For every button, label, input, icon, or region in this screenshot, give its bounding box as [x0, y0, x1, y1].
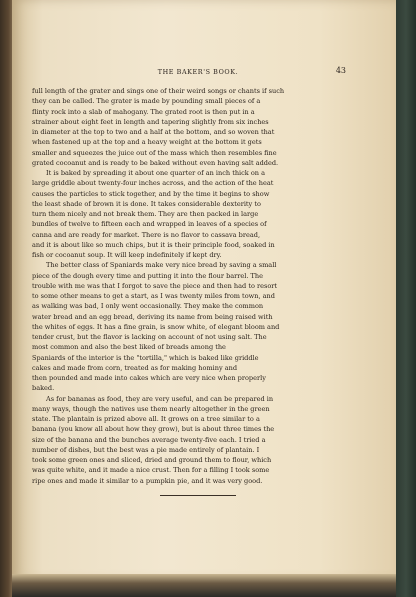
text-line: ripe ones and made it similar to a pumpkin pie, and it was very good. — [32, 476, 263, 485]
text-line: trouble with me was that I forgot to save the piece and then had to resort — [32, 281, 278, 290]
text-line: fish or cocoanut soup. It will keep indefinitely if kept dry. — [32, 251, 222, 259]
text-line: the whites of eggs. It has a fine grain, is snow white, of elegant bloom and — [32, 322, 280, 331]
text-line: when fastened up at the top and a heavy weight at the bottom it gets — [32, 138, 262, 147]
text-line: most common and also the best liked of breads among the — [32, 343, 226, 352]
text-line: causes the particles to stick together, and by the time it begins to show — [32, 189, 270, 198]
paragraph — [32, 86, 332, 168]
text-line: then pounded and made into cakes which are very nice when properly — [32, 374, 266, 382]
text-line: took some green ones and sliced, dried and ground them to flour, which — [32, 456, 272, 464]
text-line: piece of the dough every time and putting it into the flour barrel. The — [32, 271, 264, 280]
text-line: many ways, though the natives use them nearly altogether in the green — [32, 404, 270, 413]
text-line: As for bananas as food, they are very useful, and can be prepared in — [46, 394, 274, 403]
text-line: banana (you know all about how they grow), but is about three times the — [32, 425, 275, 434]
text-line: The better class of Spaniards make very nice bread by saving a small — [46, 261, 277, 270]
page-number: 43 — [335, 66, 346, 75]
running-head: THE BAKER'S BOOK. — [157, 68, 239, 76]
paragraph — [32, 168, 332, 260]
text-line: to some other means to get a start, as I was twenty miles from town, and — [32, 292, 275, 300]
text-line: water bread and an egg bread, deriving its name from being raised with — [32, 312, 273, 321]
text-line: large griddle about twenty-four inches across, and the action of the heat — [32, 179, 274, 188]
text-line: in diameter at the top to two and a half at the bottom, and so woven that — [32, 128, 275, 136]
text-line: bundles of twelve to fifteen each and wrapped in leaves of a species of — [32, 220, 267, 229]
text-line: and it is about like so much chips, but it is their principle food, soaked in — [32, 240, 275, 249]
text-line: the least shade of brown it is done. It takes considerable dexterity to — [32, 199, 261, 208]
text-line: Spaniards of the interior is the "tortilla," which is baked like griddle — [32, 353, 259, 362]
section-divider — [160, 495, 236, 496]
text-line: cakes and made from corn, treated as for making hominy and — [32, 363, 238, 372]
book-cover-right — [396, 0, 416, 597]
text-line: number of dishes, but the best was a pie made entirely of plantain. I — [32, 445, 260, 454]
body-text — [32, 86, 332, 486]
text-line: they can be called. The grater is made by pounding small pieces of a — [32, 97, 261, 106]
text-line: as walking was bad, I only went occasionally. They make the common — [32, 302, 264, 311]
text-line: grated cocoanut and is ready to be baked without even having salt added. — [32, 158, 279, 167]
text-line: was quite white, and it made a nice crust. Then for a filling I took some — [32, 466, 270, 475]
text-line: canna and are ready for market. There is no flavor to cassava bread, — [32, 230, 261, 239]
text-line: full length of the grater and sings one of their weird songs or chants if such — [32, 87, 285, 95]
text-line: strainer about eight feet in length and tapering slightly from six inches — [32, 117, 269, 126]
text-line: flinty rock into a slab of mahogany. The grated root is then put in a — [32, 107, 255, 116]
paragraph — [32, 394, 332, 486]
text-line: tender crust, but the flavor is lacking on account of not using salt. The — [32, 333, 267, 341]
paragraph — [32, 260, 332, 393]
text-line: state. The plantain is prized above all. It grows on a tree similar to a — [32, 415, 260, 423]
text-line: size of the banana and the bunches average twenty-five each. I tried a — [32, 435, 266, 444]
page-bottom-edge — [12, 574, 396, 597]
text-line: turn them nicely and not break them. They are then packed in large — [32, 210, 259, 218]
text-line: It is baked by spreading it about one quarter of an inch thick on a — [46, 169, 266, 177]
text-line: baked. — [32, 384, 55, 393]
text-line: smaller and squeezes the juice out of the mass which then resembles fine — [32, 148, 277, 157]
